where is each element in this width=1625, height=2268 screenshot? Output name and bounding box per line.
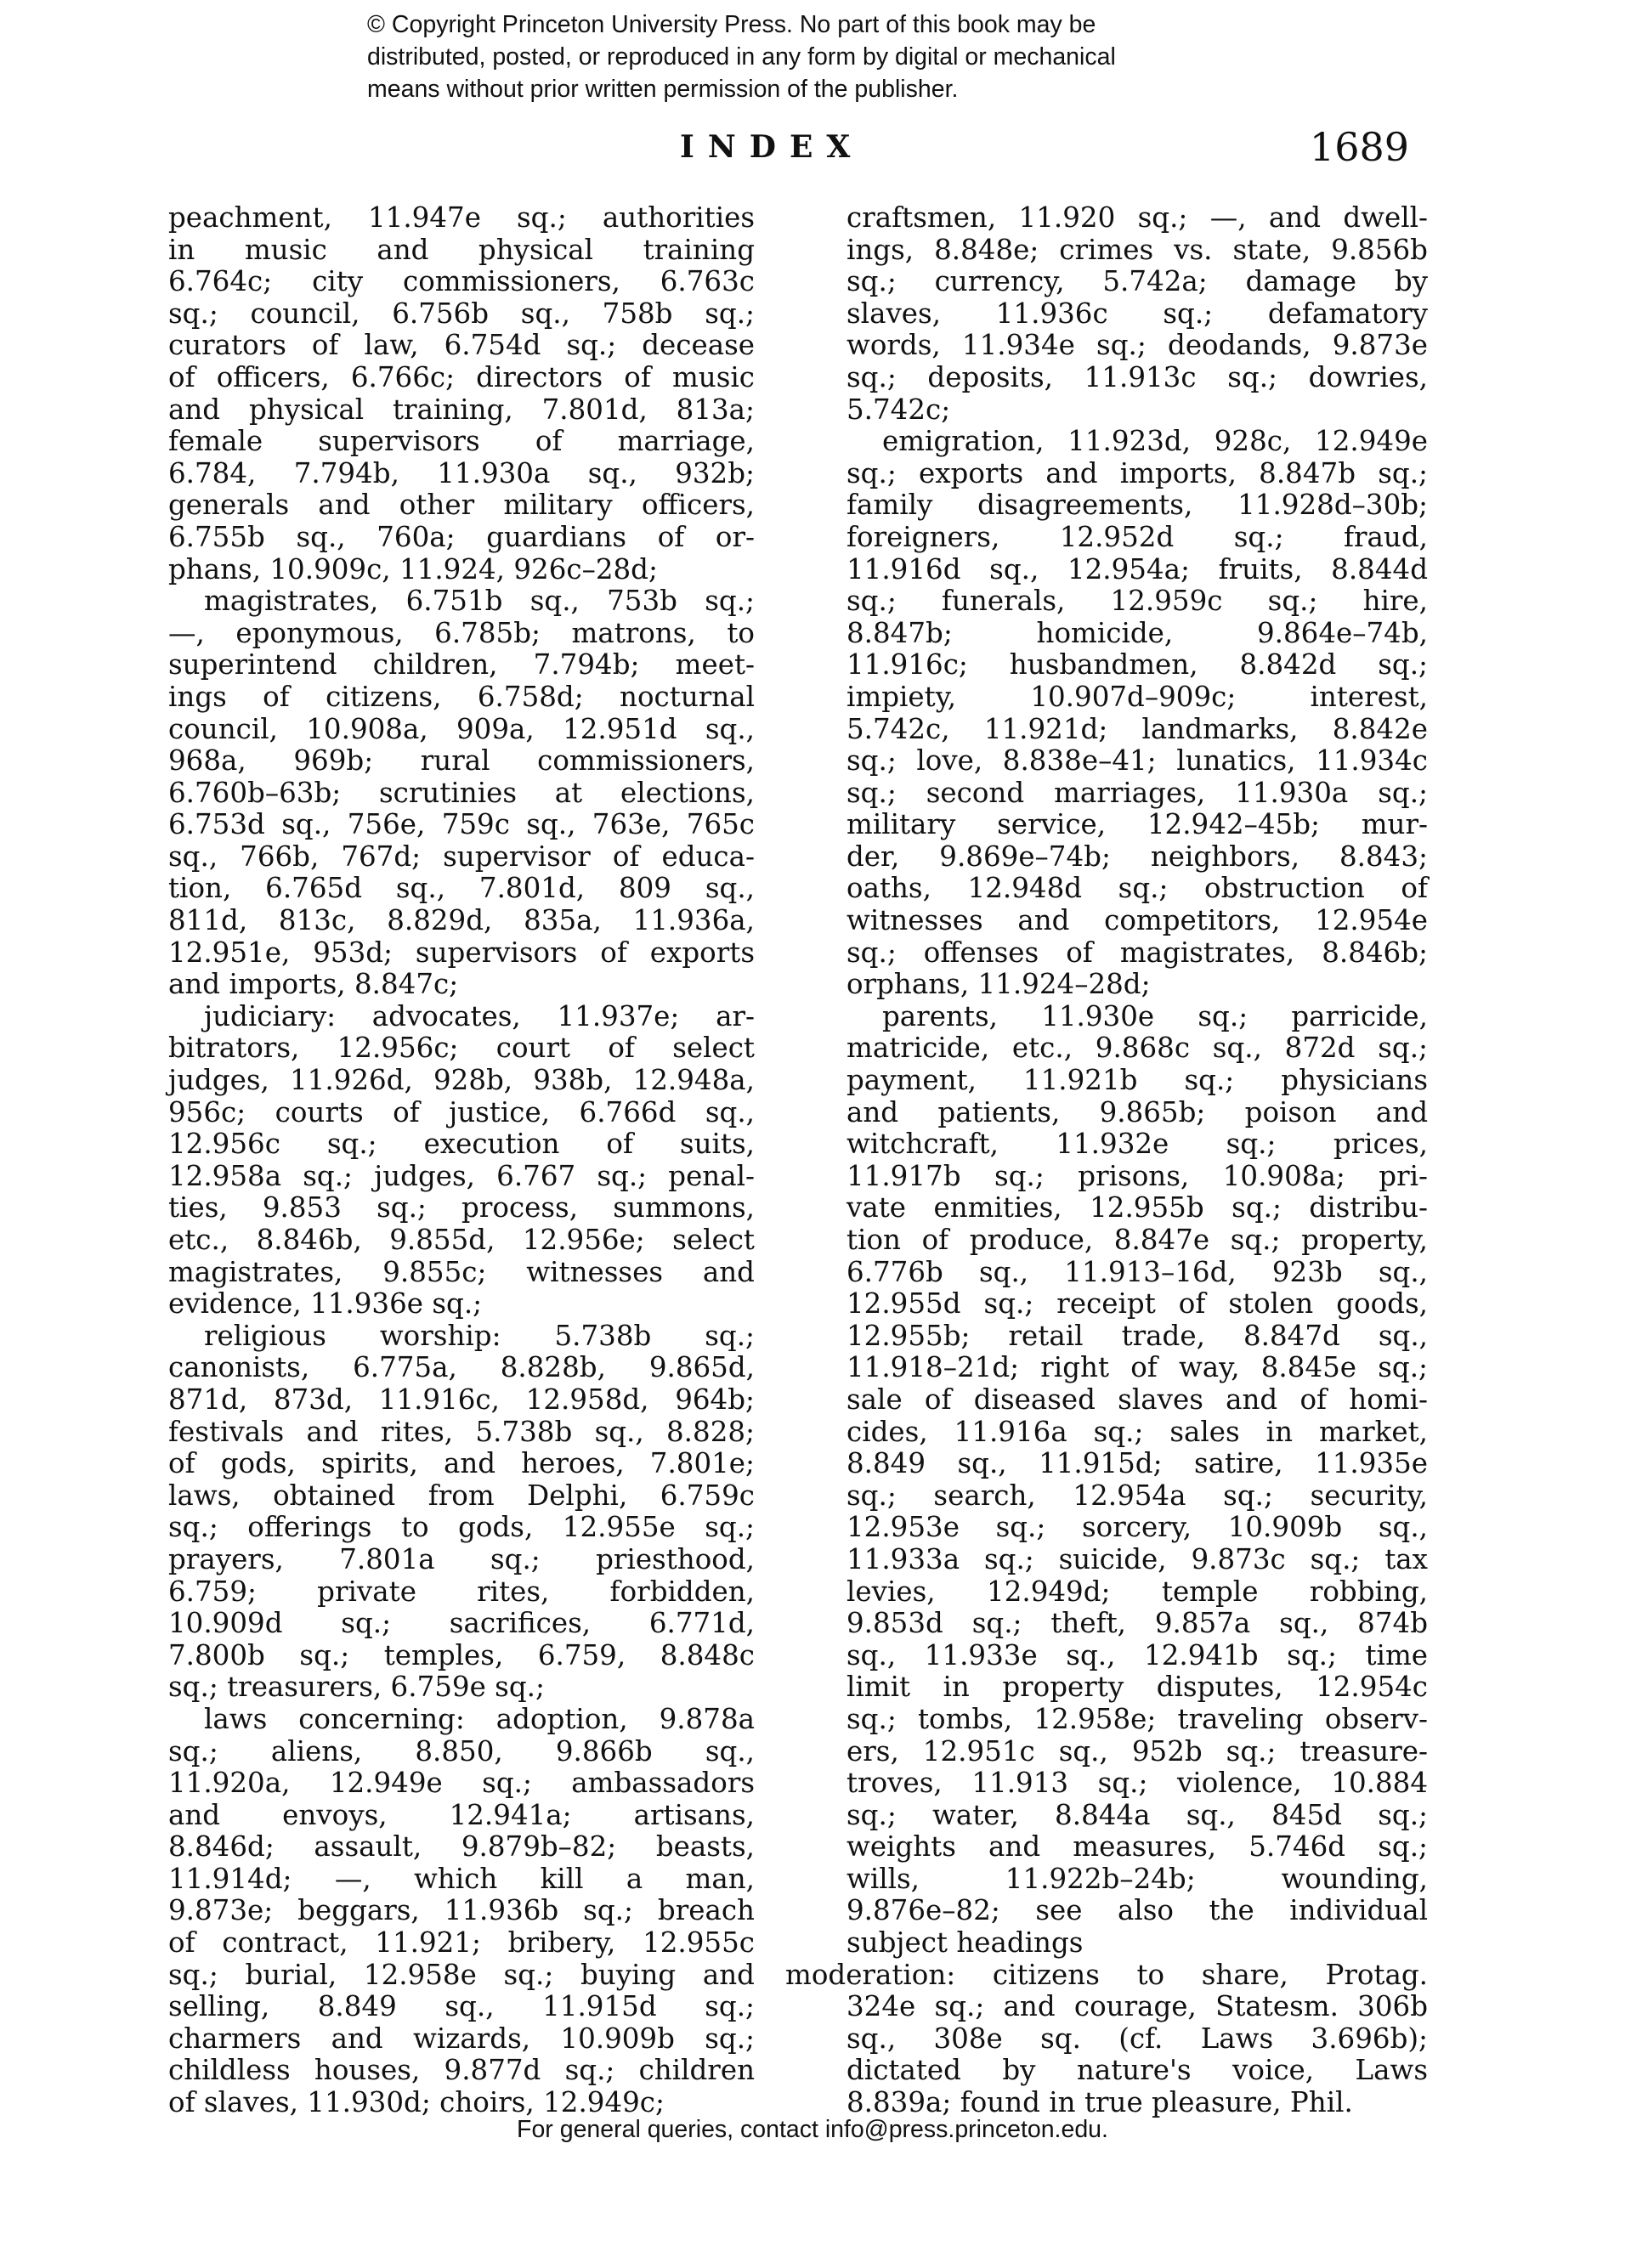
index-line: sale of diseased slaves and of homi-: [846, 1383, 1428, 1416]
index-line: parents, 11.930e sq.; parricide,: [882, 999, 1428, 1032]
index-line: subject headings: [846, 1926, 1084, 1960]
index-line: charmers and wizards, 10.909b sq.;: [168, 2022, 755, 2055]
index-line: sq.; offenses of magistrates, 8.846b;: [846, 936, 1428, 969]
index-line: 12.955b; retail trade, 8.847d sq.,: [846, 1319, 1428, 1352]
index-line: weights and measures, 5.746d sq.;: [846, 1830, 1428, 1864]
page-number: 1689: [1309, 124, 1409, 170]
index-line: 12.953e sq.; sorcery, 10.909b sq.,: [846, 1511, 1428, 1544]
index-line: of gods, spirits, and heroes, 7.801e;: [168, 1447, 755, 1480]
index-line: 871d, 873d, 11.916c, 12.958d, 964b;: [168, 1383, 755, 1416]
index-line: festivals and rites, 5.738b sq., 8.828;: [168, 1415, 755, 1448]
index-line: 324e sq.; and courage, Statesm. 306b: [846, 1990, 1428, 2023]
index-line: sq., 11.933e sq., 12.941b sq.; time: [846, 1638, 1428, 1671]
index-line: evidence, 11.936e sq.;: [168, 1287, 483, 1321]
index-line: 9.876e–82; see also the individual: [846, 1894, 1428, 1927]
index-line: 8.849 sq., 11.915d; satire, 11.935e: [846, 1447, 1428, 1480]
index-line: 6.753d sq., 756e, 759c sq., 763e, 765c: [168, 808, 755, 841]
index-line: religious worship: 5.738b sq.;: [204, 1319, 755, 1352]
index-line: prayers, 7.801a sq.; priesthood,: [168, 1542, 755, 1575]
index-line: sq.; aliens, 8.850, 9.866b sq.,: [168, 1734, 755, 1767]
index-line: selling, 8.849 sq., 11.915d sq.;: [168, 1990, 755, 2023]
index-line: 11.916c; husbandmen, 8.842d sq.;: [846, 648, 1428, 682]
index-line: 6.760b–63b; scrutinies at elections,: [168, 776, 755, 809]
index-line: military service, 12.942–45b; mur-: [846, 808, 1428, 841]
index-line: words, 11.934e sq.; deodands, 9.873e: [846, 329, 1428, 362]
index-line: 11.918–21d; right of way, 8.845e sq.;: [846, 1351, 1428, 1384]
index-line: and envoys, 12.941a; artisans,: [168, 1798, 755, 1831]
index-line: 5.742c;: [846, 393, 951, 426]
index-line: dictated by nature's voice, Laws: [846, 2054, 1428, 2087]
index-line: slaves, 11.936c sq.; defamatory: [846, 297, 1428, 330]
index-line: wills, 11.922b–24b; wounding,: [846, 1862, 1428, 1895]
index-line: bitrators, 12.956c; court of select: [168, 1032, 755, 1065]
index-line: laws, obtained from Delphi, 6.759c: [168, 1479, 755, 1512]
footer-contact: For general queries, contact info@press.princeton.edu.: [517, 2116, 1108, 2143]
index-line: payment, 11.921b sq.; physicians: [846, 1064, 1428, 1097]
index-line: judges, 11.926d, 928b, 938b, 12.948a,: [168, 1064, 755, 1097]
index-line: 956c; courts of justice, 6.766d sq.,: [168, 1095, 755, 1128]
index-line: sq.; love, 8.838e–41; lunatics, 11.934c: [846, 744, 1428, 778]
index-line: 6.764c; city commissioners, 6.763c: [168, 265, 755, 298]
index-line: 11.917b sq.; prisons, 10.908a; pri-: [846, 1159, 1428, 1192]
index-line: sq.; second marriages, 11.930a sq.;: [846, 776, 1428, 809]
index-line: 8.846d; assault, 9.879b–82; beasts,: [168, 1830, 755, 1864]
copyright-line: distributed, posted, or reproduced in any form by digital or mechanical: [367, 43, 1116, 71]
index-line: levies, 12.949d; temple robbing,: [846, 1575, 1428, 1608]
index-line: sq.; deposits, 11.913c sq.; dowries,: [846, 360, 1428, 393]
index-line: 6.784, 7.794b, 11.930a sq., 932b;: [168, 456, 755, 489]
index-line: sq.; offerings to gods, 12.955e sq.;: [168, 1511, 755, 1544]
index-line: —, eponymous, 6.785b; matrons, to: [168, 616, 755, 649]
index-line: troves, 11.913 sq.; violence, 10.884: [846, 1767, 1428, 1800]
index-line: sq., 308e sq. (cf. Laws 3.696b);: [846, 2022, 1428, 2055]
index-line: in music and physical training: [168, 233, 755, 266]
index-line: witnesses and competitors, 12.954e: [846, 904, 1428, 937]
copyright-notice: [367, 8, 1217, 105]
index-line: 6.755b sq., 760a; guardians of or-: [168, 520, 755, 553]
index-line: 6.776b sq., 11.913–16d, 923b sq.,: [846, 1255, 1428, 1288]
index-line: council, 10.908a, 909a, 12.951d sq.,: [168, 712, 755, 745]
index-line: and patients, 9.865b; poison and: [846, 1095, 1428, 1128]
index-line: superintend children, 7.794b; meet-: [168, 648, 755, 682]
index-line: of officers, 6.766c; directors of music: [168, 360, 755, 393]
index-line: emigration, 11.923d, 928c, 12.949e: [882, 425, 1428, 458]
index-line: 9.853d sq.; theft, 9.857a sq., 874b: [846, 1607, 1428, 1640]
index-line: 9.873e; beggars, 11.936b sq.; breach: [168, 1894, 755, 1927]
index-line: laws concerning: adoption, 9.878a: [204, 1702, 755, 1735]
running-title: INDEX: [680, 129, 864, 165]
index-line: 6.759; private rites, forbidden,: [168, 1575, 755, 1608]
index-line: childless houses, 9.877d sq.; children: [168, 2054, 755, 2087]
index-line: family disagreements, 11.928d–30b;: [846, 489, 1428, 522]
index-line: 811d, 813c, 8.829d, 835a, 11.936a,: [168, 904, 755, 937]
index-line: orphans, 11.924–28d;: [846, 968, 1151, 1001]
index-line: curators of law, 6.754d sq.; decease: [168, 329, 755, 362]
index-line: 8.847b; homicide, 9.864e–74b,: [846, 616, 1428, 649]
index-line: judiciary: advocates, 11.937e; ar-: [204, 999, 755, 1032]
index-line: 12.955d sq.; receipt of stolen goods,: [846, 1287, 1428, 1321]
index-line: oaths, 12.948d sq.; obstruction of: [846, 872, 1428, 905]
index-line: der, 9.869e–74b; neighbors, 8.843;: [846, 840, 1428, 873]
index-line: sq.; search, 12.954a sq.; security,: [846, 1479, 1428, 1512]
index-line: of slaves, 11.930d; choirs, 12.949c;: [168, 2086, 665, 2119]
index-line: ties, 9.853 sq.; process, summons,: [168, 1191, 755, 1224]
index-line: tion, 6.765d sq., 7.801d, 809 sq.,: [168, 872, 755, 905]
index-line: impiety, 10.907d–909c; interest,: [846, 680, 1428, 713]
index-line: 11.914d; —, which kill a man,: [168, 1862, 755, 1895]
index-line: ings of citizens, 6.758d; nocturnal: [168, 680, 755, 713]
index-line: 5.742c, 11.921d; landmarks, 8.842e: [846, 712, 1428, 745]
index-line: 11.933a sq.; suicide, 9.873c sq.; tax: [846, 1542, 1428, 1575]
index-line: of contract, 11.921; bribery, 12.955c: [168, 1926, 755, 1960]
running-head: [0, 124, 1625, 180]
index-line: sq.; council, 6.756b sq., 758b sq.;: [168, 297, 755, 330]
index-line: sq.; tombs, 12.958e; traveling observ-: [846, 1702, 1428, 1735]
index-line: tion of produce, 8.847e sq.; property,: [846, 1224, 1428, 1256]
index-line: magistrates, 6.751b sq., 753b sq.;: [204, 585, 755, 618]
index-line: 12.951e, 953d; supervisors of exports: [168, 936, 755, 969]
index-line: peachment, 11.947e sq.; authorities: [168, 201, 755, 234]
index-line: 11.920a, 12.949e sq.; ambassadors: [168, 1767, 755, 1800]
index-line: 968a, 969b; rural commissioners,: [168, 744, 755, 778]
index-line: female supervisors of marriage,: [168, 425, 755, 458]
left-column: [168, 202, 755, 2119]
index-line: witchcraft, 11.932e sq.; prices,: [846, 1128, 1428, 1161]
index-line: 11.916d sq., 12.954a; fruits, 8.844d: [846, 552, 1428, 585]
index-line: ers, 12.951c sq., 952b sq.; treasure-: [846, 1734, 1428, 1767]
index-line: 10.909d sq.; sacrifices, 6.771d,: [168, 1607, 755, 1640]
index-line: generals and other military officers,: [168, 489, 755, 522]
right-column: [785, 201, 1428, 2119]
index-line: limit in property disputes, 12.954c: [846, 1671, 1428, 1704]
index-line: 12.958a sq.; judges, 6.767 sq.; penal-: [168, 1159, 755, 1192]
copyright-line: means without prior written permission of the publisher.: [367, 76, 959, 103]
index-line: sq.; exports and imports, 8.847b sq.;: [846, 456, 1428, 489]
index-line: sq.; currency, 5.742a; damage by: [846, 265, 1428, 298]
index-line: 8.839a; found in true pleasure, Phil.: [846, 2086, 1353, 2119]
index-line: and imports, 8.847c;: [168, 968, 459, 1001]
index-line: craftsmen, 11.920 sq.; —, and dwell-: [846, 201, 1428, 234]
index-line: 12.956c sq.; execution of suits,: [168, 1128, 755, 1161]
index-line: sq.; burial, 12.958e sq.; buying and: [168, 1958, 755, 1991]
index-line: vate enmities, 12.955b sq.; distribu-: [846, 1191, 1428, 1224]
copyright-line: © Copyright Princeton University Press. No part of this book may be: [367, 11, 1096, 38]
index-line: sq.; treasurers, 6.759e sq.;: [168, 1671, 545, 1704]
index-line: sq.; water, 8.844a sq., 845d sq.;: [846, 1798, 1428, 1831]
index-line: 7.800b sq.; temples, 6.759, 8.848c: [168, 1638, 755, 1671]
index-line: sq., 766b, 767d; supervisor of educa-: [168, 840, 755, 873]
index-line: canonists, 6.775a, 8.828b, 9.865d,: [168, 1351, 755, 1384]
index-line: matricide, etc., 9.868c sq., 872d sq.;: [846, 1032, 1428, 1065]
index-line: phans, 10.909c, 11.924, 926c–28d;: [168, 552, 658, 585]
index-line: moderation: citizens to share, Protag.: [785, 1958, 1428, 1991]
index-line: magistrates, 9.855c; witnesses and: [168, 1255, 755, 1288]
index-line: cides, 11.916a sq.; sales in market,: [846, 1415, 1428, 1448]
index-line: foreigners, 12.952d sq.; fraud,: [846, 520, 1428, 553]
index-line: etc., 8.846b, 9.855d, 12.956e; select: [168, 1224, 755, 1256]
index-line: and physical training, 7.801d, 813a;: [168, 393, 755, 426]
index-line: sq.; funerals, 12.959c sq.; hire,: [846, 585, 1428, 618]
index-line: ings, 8.848e; crimes vs. state, 9.856b: [846, 233, 1428, 266]
